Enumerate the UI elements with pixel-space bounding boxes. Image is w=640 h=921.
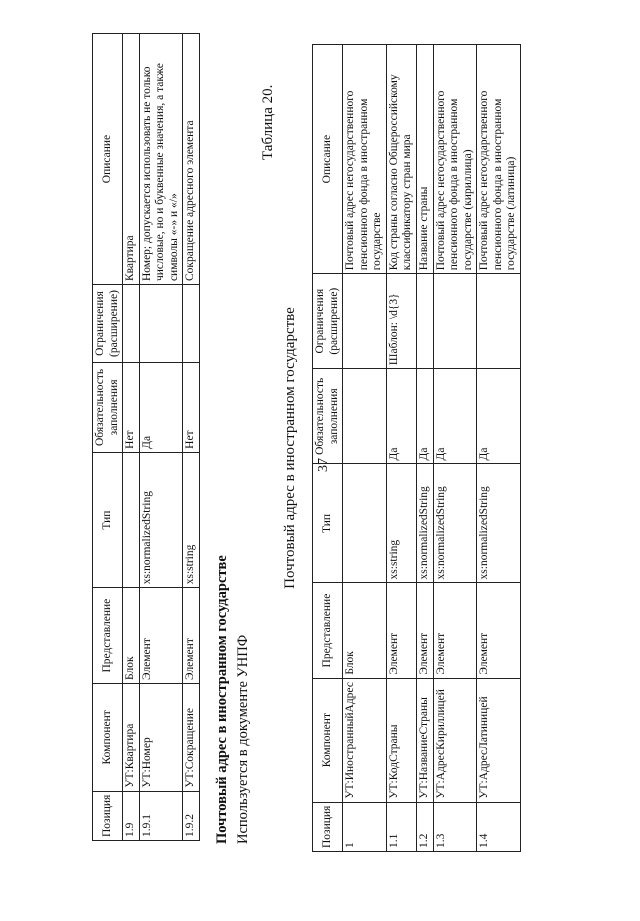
table-row — [139, 34, 183, 841]
column-header: Обязательность заполнения — [93, 362, 123, 452]
cell-representation: Элемент — [433, 583, 477, 678]
column-header: Представление — [313, 583, 343, 678]
cell-required: Нет — [123, 362, 140, 452]
column-header: Ограничения (расширение) — [93, 285, 123, 363]
column-header: Обязательность заполнения — [313, 369, 343, 464]
column-header: Описание — [313, 45, 343, 274]
cell-type — [123, 452, 140, 587]
table-row — [477, 45, 521, 852]
cell-component: УТ:НазваниеСтраны — [416, 678, 433, 802]
cell-restrictions — [477, 274, 521, 369]
table-foreign-address — [312, 44, 521, 852]
cell-description: Сокращение адресного элемента — [183, 34, 200, 285]
cell-restrictions — [416, 274, 433, 369]
column-header: Описание — [93, 34, 123, 285]
cell-required — [343, 369, 387, 464]
cell-type: xs:normalizedString — [477, 464, 521, 583]
column-header: Позиция — [313, 802, 343, 851]
table-header-row — [313, 45, 343, 852]
cell-representation: Элемент — [416, 583, 433, 678]
cell-representation: Блок — [123, 588, 140, 684]
cell-restrictions — [343, 274, 387, 369]
cell-type: xs:normalizedString — [433, 464, 477, 583]
cell-type: xs:normalizedString — [416, 464, 433, 583]
cell-required: Нет — [183, 362, 200, 452]
table-label: Таблица 20. — [260, 84, 276, 160]
cell-component: УТ:АдресЛатиницей — [477, 678, 521, 802]
cell-component: УТ:Сокращение — [183, 684, 200, 792]
table-row — [433, 45, 477, 852]
cell-position: 1.2 — [416, 802, 433, 851]
column-header: Компонент — [93, 684, 123, 792]
cell-position: 1 — [343, 802, 387, 851]
table-apartment — [92, 33, 200, 841]
page-number: 37 — [316, 458, 331, 472]
table-row — [343, 45, 387, 852]
column-header: Представление — [93, 588, 123, 684]
cell-position: 1.3 — [433, 802, 477, 851]
cell-required: Да — [139, 362, 183, 452]
cell-description: Название страны — [416, 45, 433, 274]
table-row — [123, 34, 140, 841]
table-row — [416, 45, 433, 852]
table-title: Почтовый адрес в иностранном государстве — [282, 307, 298, 589]
cell-type: xs:string — [183, 452, 200, 587]
cell-restrictions: Шаблон: \d{3} — [386, 274, 416, 369]
section-heading: Почтовый адрес в иностранном государстве — [214, 555, 230, 844]
cell-component: УТ:КодСтраны — [386, 678, 416, 802]
cell-description: Почтовый адрес негосударственного пенсионного фонда в иностранном государстве (латиница) — [477, 45, 521, 274]
cell-restrictions — [123, 285, 140, 363]
cell-description: Квартира — [123, 34, 140, 285]
cell-representation: Элемент — [139, 588, 183, 684]
cell-representation: Элемент — [183, 588, 200, 684]
cell-position: 1.1 — [386, 802, 416, 851]
cell-required: Да — [386, 369, 416, 464]
cell-position: 1.9 — [123, 791, 140, 840]
cell-representation: Элемент — [477, 583, 521, 678]
table-row — [183, 34, 200, 841]
cell-required: Да — [416, 369, 433, 464]
cell-required: Да — [433, 369, 477, 464]
rotated-page-content — [20, 20, 620, 900]
column-header: Компонент — [313, 678, 343, 802]
cell-type: xs:string — [386, 464, 416, 583]
cell-component: УТ:ИностранныйАдрес — [343, 678, 387, 802]
cell-required: Да — [477, 369, 521, 464]
cell-description: Код страны согласно Общероссийскому классификатору стран мира — [386, 45, 416, 274]
column-header: Позиция — [93, 791, 123, 840]
cell-restrictions — [183, 285, 200, 363]
cell-component: УТ:АдресКириллицей — [433, 678, 477, 802]
cell-position: 1.4 — [477, 802, 521, 851]
cell-representation: Блок — [343, 583, 387, 678]
cell-type: xs:normalizedString — [139, 452, 183, 587]
column-header: Тип — [93, 452, 123, 587]
table-row — [386, 45, 416, 852]
cell-component: УТ:Квартира — [123, 684, 140, 792]
cell-position: 1.9.2 — [183, 791, 200, 840]
cell-component: УТ:Номер — [139, 684, 183, 792]
cell-description: Почтовый адрес негосударственного пенсионного фонда в иностранном государстве — [343, 45, 387, 274]
column-header: Ограничения (расширение) — [313, 274, 343, 369]
cell-type — [343, 464, 387, 583]
cell-representation: Элемент — [386, 583, 416, 678]
cell-position: 1.9.1 — [139, 791, 183, 840]
cell-restrictions — [433, 274, 477, 369]
cell-restrictions — [139, 285, 183, 363]
cell-description: Номер; допускается использовать не только числовые, но и буквенные значения, а также символы «-» и «/» — [139, 34, 183, 285]
column-header: Тип — [313, 464, 343, 583]
cell-description: Почтовый адрес негосударственного пенсионного фонда в иностранном государстве (кириллица) — [433, 45, 477, 274]
section-subheading: Используется в документе УНПФ — [235, 634, 251, 844]
table-header-row — [93, 34, 123, 841]
